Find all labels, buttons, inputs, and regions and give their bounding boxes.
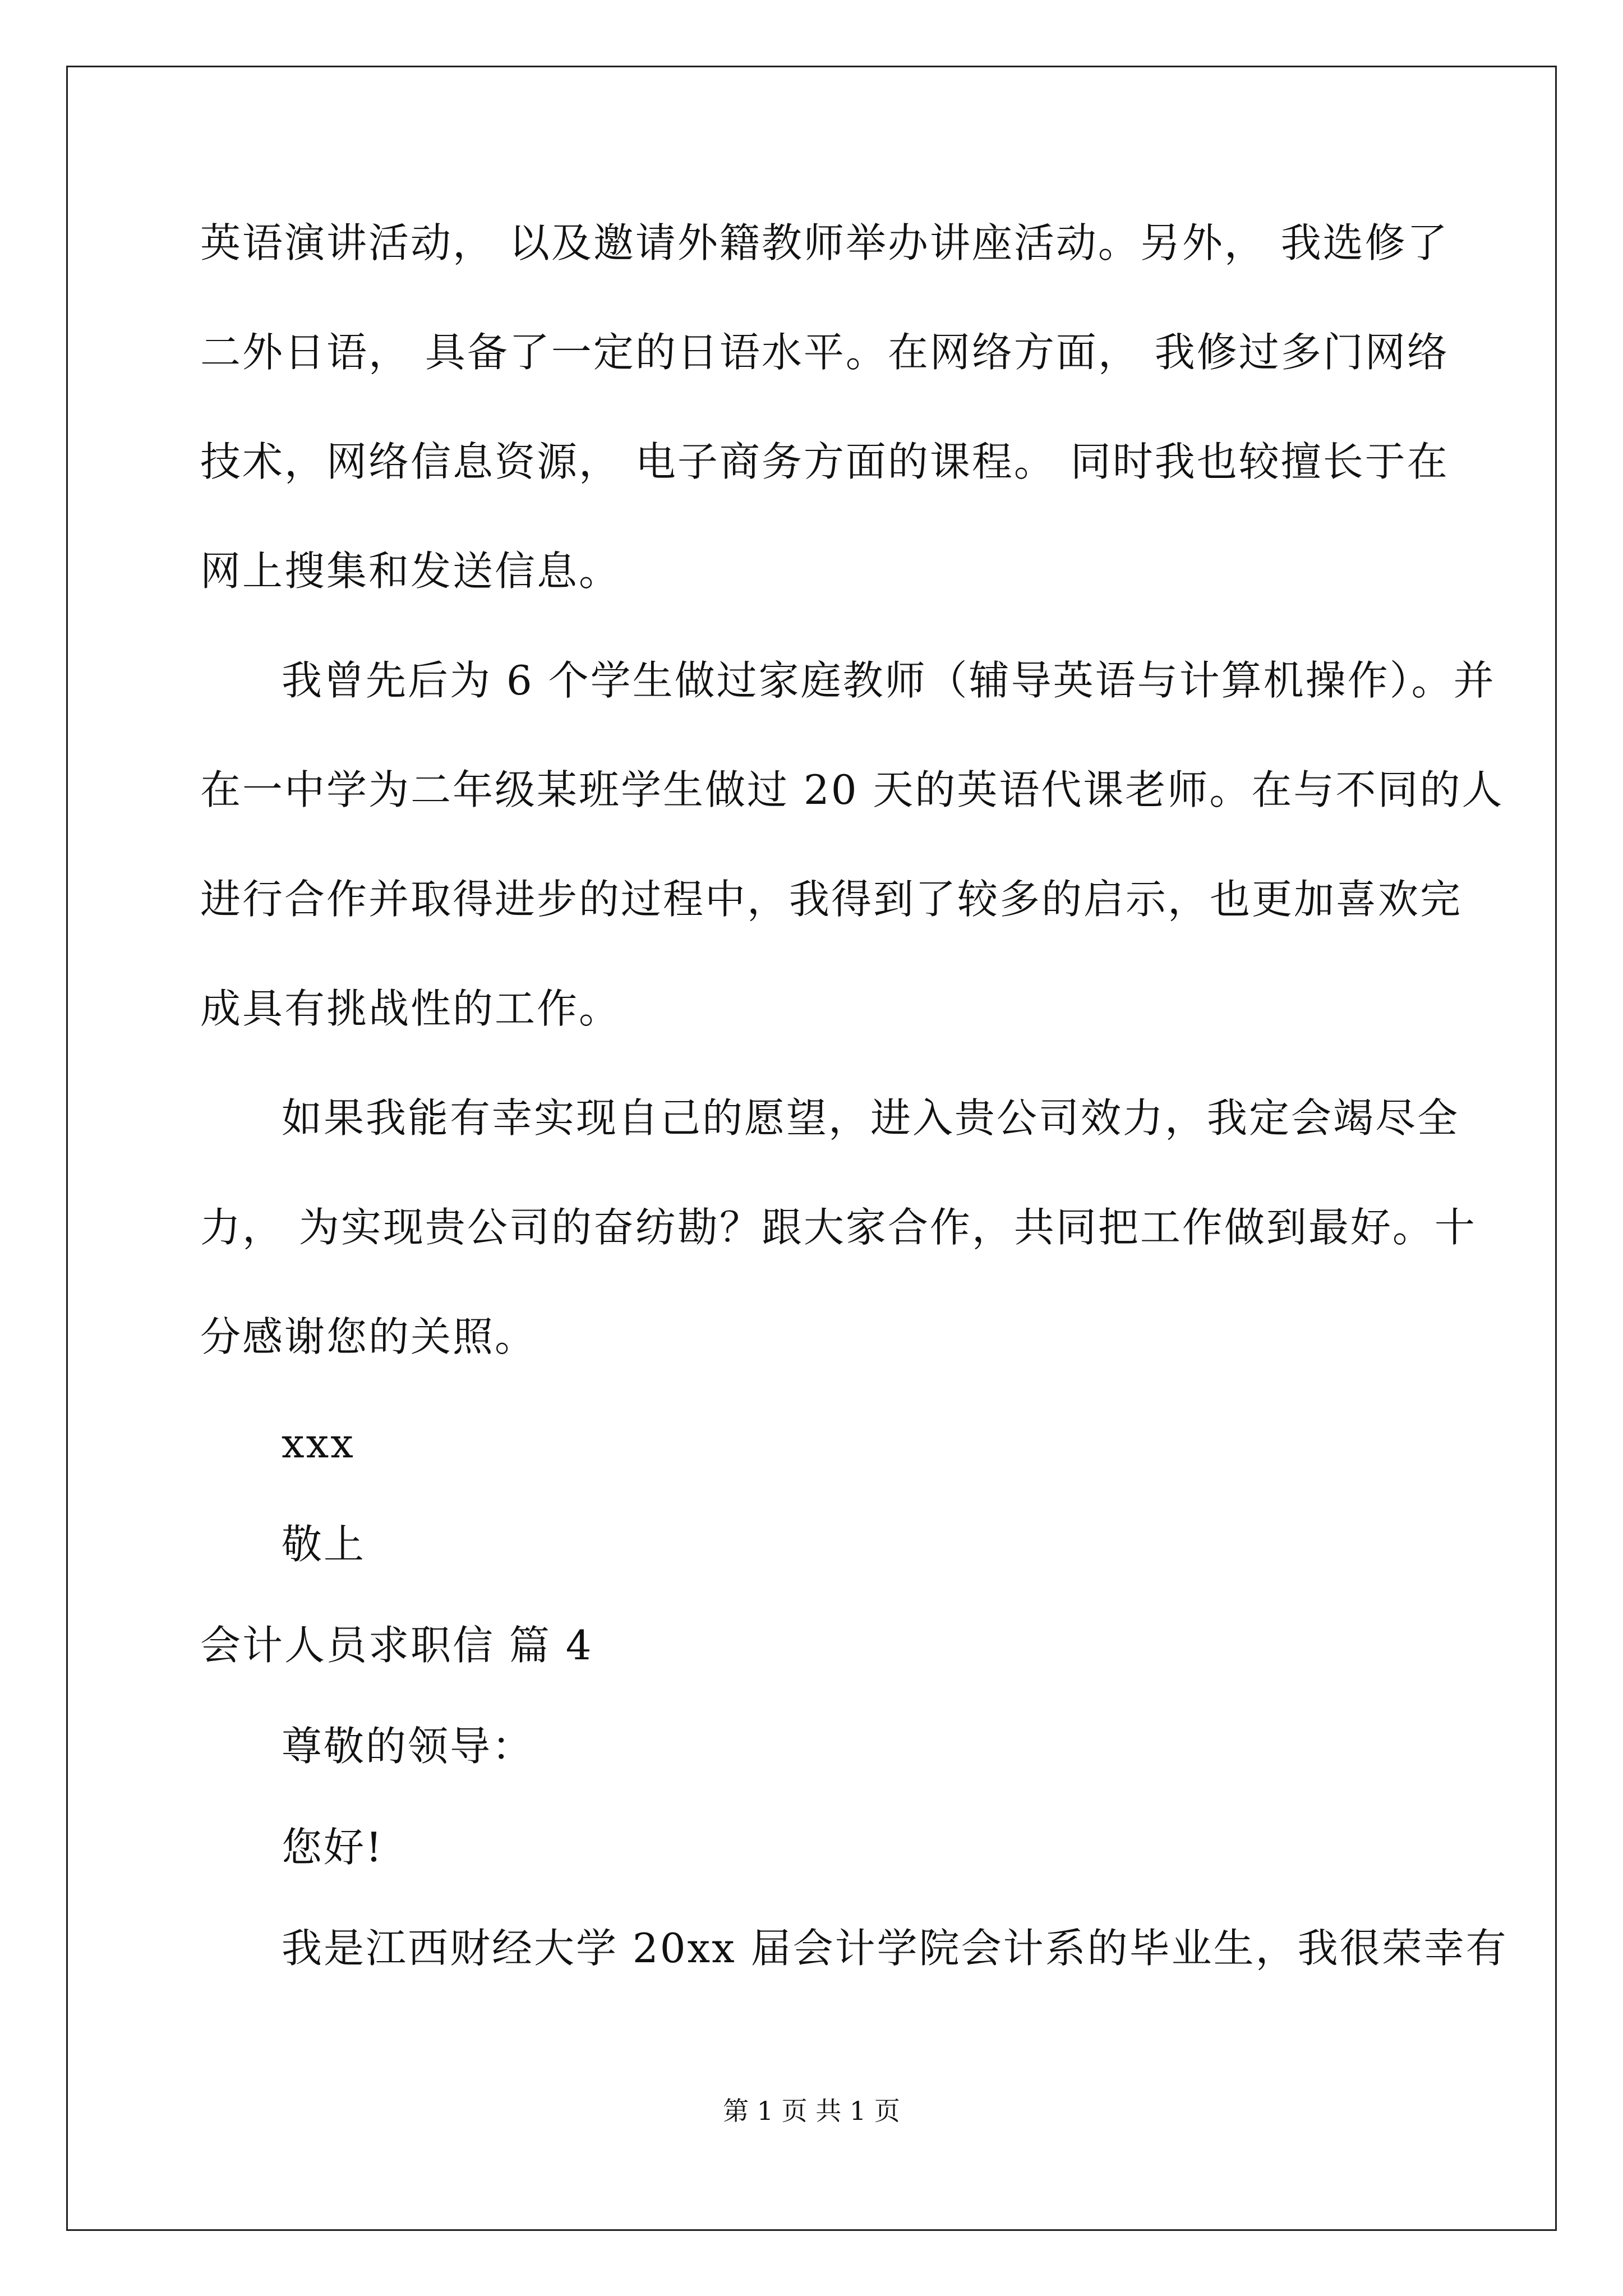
- text-line: 如果我能有幸实现自己的愿望，进入贵公司效力，我定会竭尽全: [282, 1094, 1460, 1142]
- text-line: 技术，网络信息资源， 电子商务方面的课程。 同时我也较擅长于在: [200, 438, 1449, 485]
- text-line: 英语演讲活动， 以及邀请外籍教师举办讲座活动。另外， 我选修了: [200, 219, 1449, 266]
- text-line: 网上搜集和发送信息。: [200, 547, 621, 595]
- text-line: 分感谢您的关照。: [200, 1313, 537, 1360]
- page-footer: 第 1 页 共 1 页: [723, 2096, 900, 2126]
- text-line: 二外日语， 具备了一定的日语水平。在网络方面， 我修过多门网络: [200, 329, 1449, 376]
- closing-text: 敬上: [282, 1521, 366, 1568]
- signature-name: xxx: [282, 1420, 355, 1467]
- text-line: 力， 为实现贵公司的奋纺勘？跟大家合作，共同把工作做到最好。十: [200, 1204, 1477, 1251]
- page-border: [66, 66, 1557, 2231]
- salutation: 尊敬的领导：: [282, 1723, 534, 1770]
- text-line: 在一中学为二年级某班学生做过 20 天的英语代课老师。在与不同的人: [200, 766, 1504, 813]
- text-line: 成具有挑战性的工作。: [200, 985, 621, 1032]
- text-line: 我是江西财经大学 20xx 届会计学院会计系的毕业生，我很荣幸有: [282, 1925, 1508, 1972]
- section-heading: 会计人员求职信 篇 4: [200, 1622, 593, 1669]
- text-line: 进行合作并取得进步的过程中，我得到了较多的启示，也更加喜欢完: [200, 876, 1463, 923]
- greeting: 您好!: [282, 1824, 384, 1871]
- text-line: 我曾先后为 6 个学生做过家庭教师（辅导英语与计算机操作）。并: [282, 657, 1496, 704]
